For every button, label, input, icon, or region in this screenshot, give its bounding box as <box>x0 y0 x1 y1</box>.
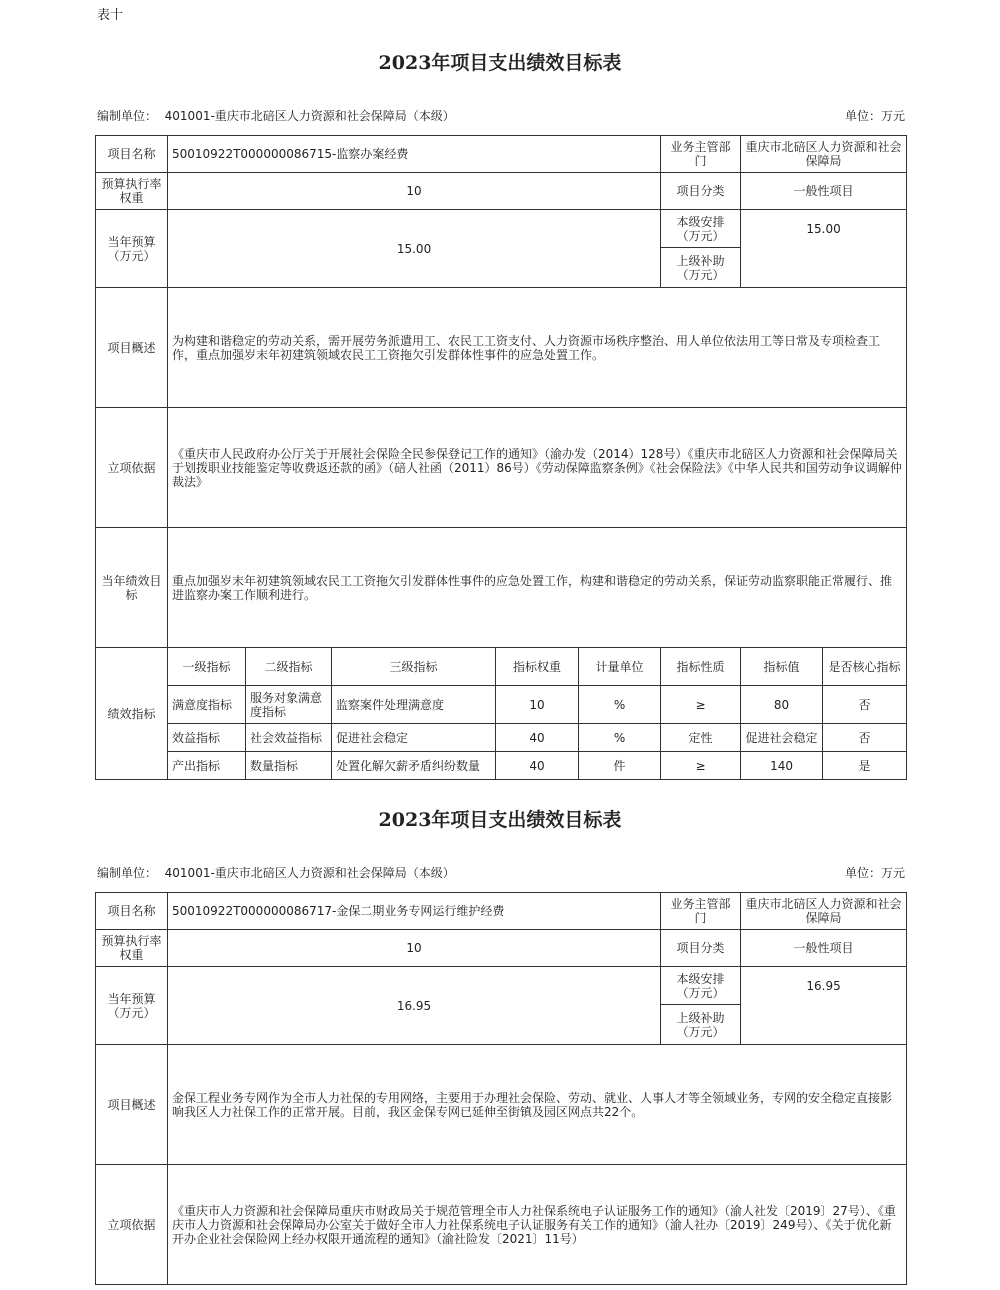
category-label: 项目分类 <box>661 173 741 210</box>
indicator-header: 指标权重 <box>496 648 579 686</box>
dept-value: 重庆市北碚区人力资源和社会保障局 <box>741 136 907 173</box>
dept-label: 业务主管部门 <box>661 893 741 930</box>
currency-unit: 单位：万元 <box>844 866 905 880</box>
indicator-cell: 服务对象满意度指标 <box>246 686 332 724</box>
indicator-cell: 处置化解欠薪矛盾纠纷数量 <box>332 752 496 780</box>
indicator-cell: 否 <box>823 724 907 752</box>
category-value: 一般性项目 <box>741 173 907 210</box>
table-row <box>96 724 907 752</box>
basis-label: 立项依据 <box>96 1165 168 1285</box>
indicator-cell: 满意度指标 <box>168 686 246 724</box>
project-name-value: 50010922T000000086715-监察办案经费 <box>168 136 661 173</box>
overview-text: 为构建和谐稳定的劳动关系，需开展劳务派遣用工、农民工工资支付、人力资源市场秩序整治、用人单位依法用工等日常及专项检查工作，重点加强岁末年初建筑领域农民工工资拖欠引发群体性事件的应急处置工作。 <box>168 288 907 408</box>
indicator-cell: 80 <box>741 686 823 724</box>
indicator-cell: 效益指标 <box>168 724 246 752</box>
budget-value: 16.95 <box>168 967 661 1045</box>
weight-label: 预算执行率权重 <box>96 930 168 967</box>
table-row <box>96 686 907 724</box>
table-number-label: 表十 <box>97 8 124 23</box>
indicator-cell: 产出指标 <box>168 752 246 780</box>
dept-value: 重庆市北碚区人力资源和社会保障局 <box>741 893 907 930</box>
indicator-cell: 40 <box>496 724 579 752</box>
unit-label: 编制单位： <box>97 109 158 123</box>
own-budget-label: 本级安排（万元） <box>661 967 741 1005</box>
indicator-header: 二级指标 <box>246 648 332 686</box>
basis-label: 立项依据 <box>96 408 168 528</box>
form-title: 2023年项目支出绩效目标表 <box>378 809 622 831</box>
indicator-cell: 是 <box>823 752 907 780</box>
unit-value: 401001-重庆市北碚区人力资源和社会保障局（本级） <box>164 109 455 123</box>
weight-value: 10 <box>168 930 661 967</box>
upper-subsidy-label: 上级补助（万元） <box>661 1005 741 1045</box>
budget-label: 当年预算（万元） <box>96 967 168 1045</box>
unit-label: 编制单位： <box>97 866 158 880</box>
project-name-label: 项目名称 <box>96 893 168 930</box>
performance-table <box>95 135 907 780</box>
own-budget-value: 15.00 <box>741 210 907 288</box>
own-budget-label: 本级安排（万元） <box>661 210 741 248</box>
indicator-header: 三级指标 <box>332 648 496 686</box>
project-name-value: 50010922T000000086717-金保二期业务专网运行维护经费 <box>168 893 661 930</box>
indicator-cell: 定性 <box>661 724 741 752</box>
budget-label: 当年预算（万元） <box>96 210 168 288</box>
indicator-header: 指标值 <box>741 648 823 686</box>
indicator-header: 是否核心指标 <box>823 648 907 686</box>
category-label: 项目分类 <box>661 930 741 967</box>
indicator-header: 一级指标 <box>168 648 246 686</box>
indicator-cell: ≥ <box>661 752 741 780</box>
basis-text: 《重庆市人力资源和社会保障局重庆市财政局关于规范管理全市人力社保系统电子认证服务工作的通知》（渝人社发〔2019〕27号）、《重庆市人力资源和社会保障局办公室关于做好全市人力社保系统电子认证服务有关工作的通知》（渝人社办〔2019〕249号）、《关于优化新开办企业社会保险网上经办权限开通流程的通知》（渝社险发〔2021〕11号） <box>168 1165 907 1285</box>
indicator-cell: 促进社会稳定 <box>332 724 496 752</box>
budget-value: 15.00 <box>168 210 661 288</box>
unit-value: 401001-重庆市北碚区人力资源和社会保障局（本级） <box>164 866 455 880</box>
form-meta <box>97 864 905 881</box>
goal-label: 当年绩效目标 <box>96 528 168 648</box>
indicator-cell: % <box>579 724 661 752</box>
overview-label: 项目概述 <box>96 288 168 408</box>
currency-unit: 单位：万元 <box>844 109 905 123</box>
indicator-cell: 件 <box>579 752 661 780</box>
performance-table <box>95 892 907 1285</box>
indicator-cell: ≥ <box>661 686 741 724</box>
indicators-label: 绩效指标 <box>96 648 168 780</box>
category-value: 一般性项目 <box>741 930 907 967</box>
indicator-cell: 否 <box>823 686 907 724</box>
goal-text: 重点加强岁末年初建筑领域农民工工资拖欠引发群体性事件的应急处置工作，构建和谐稳定的劳动关系，保证劳动监察职能正常履行、推进监察办案工作顺利进行。 <box>168 528 907 648</box>
indicator-cell: 10 <box>496 686 579 724</box>
basis-text: 《重庆市人民政府办公厅关于开展社会保险全民参保登记工作的通知》（渝办发（2014）128号）《重庆市北碚区人力资源和社会保障局关于划拨职业技能鉴定等收费返还款的函》（碚人社函（2011）86号）《劳动保障监察条例》《社会保险法》《中华人民共和国劳动争议调解仲裁法》 <box>168 408 907 528</box>
table-row <box>96 752 907 780</box>
weight-value: 10 <box>168 173 661 210</box>
indicator-header: 计量单位 <box>579 648 661 686</box>
own-budget-value: 16.95 <box>741 967 907 1045</box>
indicator-cell: 140 <box>741 752 823 780</box>
indicator-cell: 监察案件处理满意度 <box>332 686 496 724</box>
project-name-label: 项目名称 <box>96 136 168 173</box>
form-title: 2023年项目支出绩效目标表 <box>378 52 622 74</box>
indicator-header: 指标性质 <box>661 648 741 686</box>
overview-label: 项目概述 <box>96 1045 168 1165</box>
overview-text: 金保工程业务专网作为全市人力社保的专用网络，主要用于办理社会保险、劳动、就业、人事人才等全领域业务，专网的安全稳定直接影响我区人力社保工作的正常开展。目前，我区金保专网已延伸至街镇及园区网点共22个。 <box>168 1045 907 1165</box>
indicator-cell: 数量指标 <box>246 752 332 780</box>
indicator-cell: 促进社会稳定 <box>741 724 823 752</box>
indicator-cell: 40 <box>496 752 579 780</box>
dept-label: 业务主管部门 <box>661 136 741 173</box>
weight-label: 预算执行率权重 <box>96 173 168 210</box>
indicator-cell: % <box>579 686 661 724</box>
indicator-cell: 社会效益指标 <box>246 724 332 752</box>
upper-subsidy-label: 上级补助（万元） <box>661 248 741 288</box>
form-meta <box>97 107 905 124</box>
